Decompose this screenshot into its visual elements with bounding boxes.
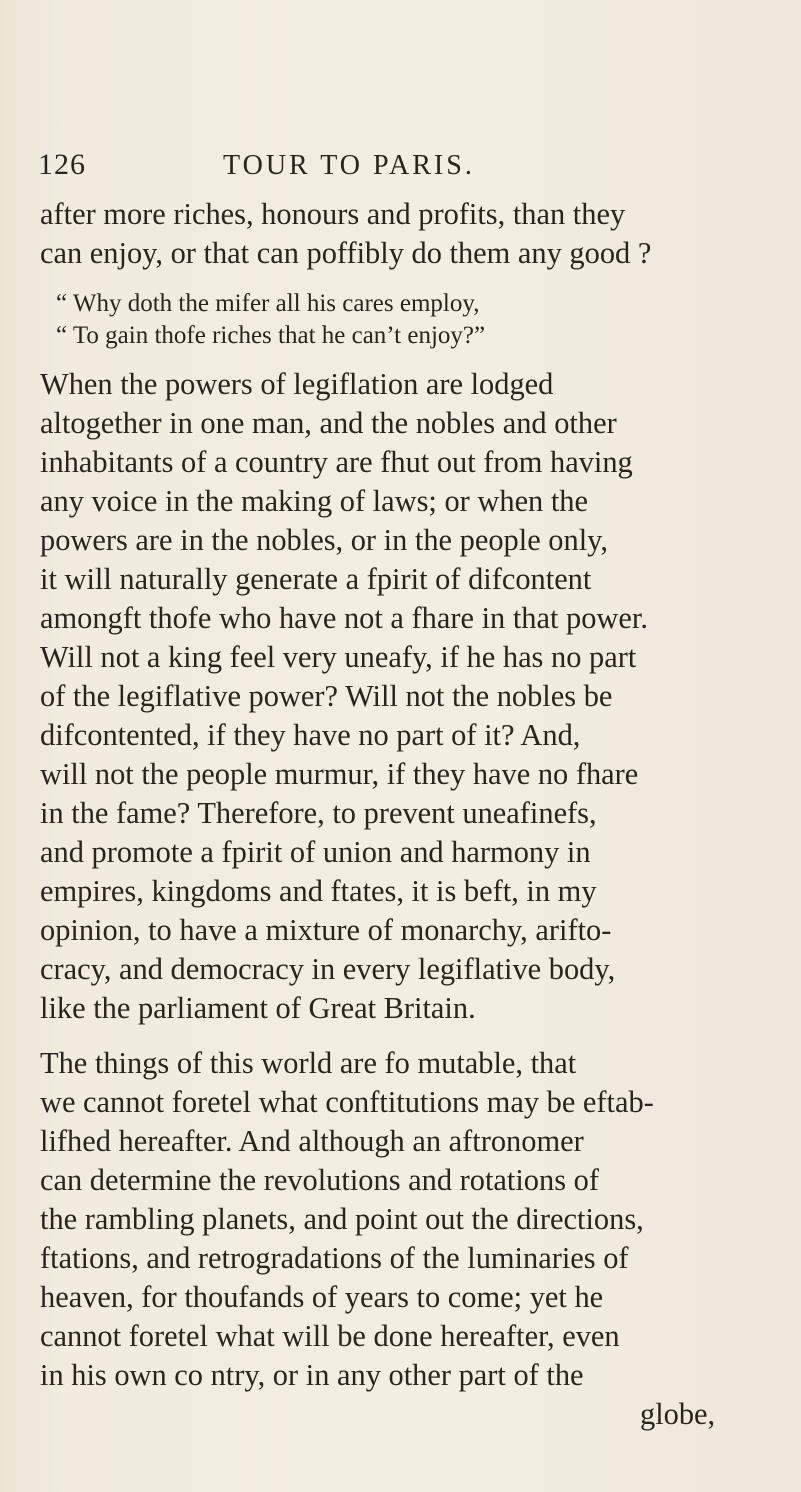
text-line: Will not a king feel very uneafy, if he has no part (40, 640, 637, 674)
text-line: powers are in the nobles, or in the people only, (40, 523, 608, 557)
text-line: heaven, for thoufands of years to come; yet he (40, 1280, 604, 1314)
page-header (38, 148, 738, 188)
text-line: difcontented, if they have no part of it? And, (40, 718, 581, 752)
text-line: it will naturally generate a fpirit of difcontent (40, 562, 592, 596)
running-head: TOUR TO PARIS. (223, 150, 475, 181)
text-line: cannot foretel what will be done hereafter, even (40, 1319, 620, 1353)
text-line: ftations, and retrogradations of the luminaries of (40, 1241, 629, 1275)
text-line: we cannot foretel what conftitutions may be eftab- (40, 1085, 654, 1119)
text-line: in his own co ntry, or in any other part of the (40, 1358, 584, 1392)
text-line: will not the people murmur, if they have no fhare (40, 757, 639, 791)
text-line: altogether in one man, and the nobles and other (40, 406, 617, 440)
text-line: after more riches, honours and profits, than they (40, 197, 626, 231)
text-line: amongft thofe who have not a fhare in that power. (40, 601, 648, 635)
text-line: lifhed hereafter. And although an aftronomer (40, 1124, 584, 1158)
text-line: in the fame? Therefore, to prevent uneafinefs, (40, 796, 597, 830)
text-line: opinion, to have a mixture of monarchy, arifto- (40, 913, 612, 947)
page-number: 126 (38, 148, 86, 181)
text-line: can determine the revolutions and rotations of (40, 1163, 599, 1197)
text-line: the rambling planets, and point out the directions, (40, 1202, 644, 1236)
text-line: inhabitants of a country are fhut out from having (40, 445, 633, 479)
catchword: globe, (640, 1397, 716, 1431)
text-line: of the legiflative power? Will not the nobles be (40, 679, 613, 713)
quote-line: “ To gain thofe riches that he can’t enjoy?” (56, 322, 486, 349)
text-line: and promote a fpirit of union and harmony in (40, 835, 591, 869)
text-line: can enjoy, or that can poffibly do them any good ? (40, 236, 652, 270)
text-line: empires, kingdoms and ftates, it is beft, in my (40, 874, 597, 908)
text-line: cracy, and democracy in every legiflative body, (40, 952, 616, 986)
quote-line: “ Why doth the mifer all his cares employ, (56, 290, 480, 317)
text-line: any voice in the making of laws; or when the (40, 484, 589, 518)
text-line: When the powers of legiflation are lodged (40, 367, 554, 401)
text-line: The things of this world are fo mutable, that (40, 1046, 577, 1080)
text-line: like the parliament of Great Britain. (40, 991, 476, 1025)
